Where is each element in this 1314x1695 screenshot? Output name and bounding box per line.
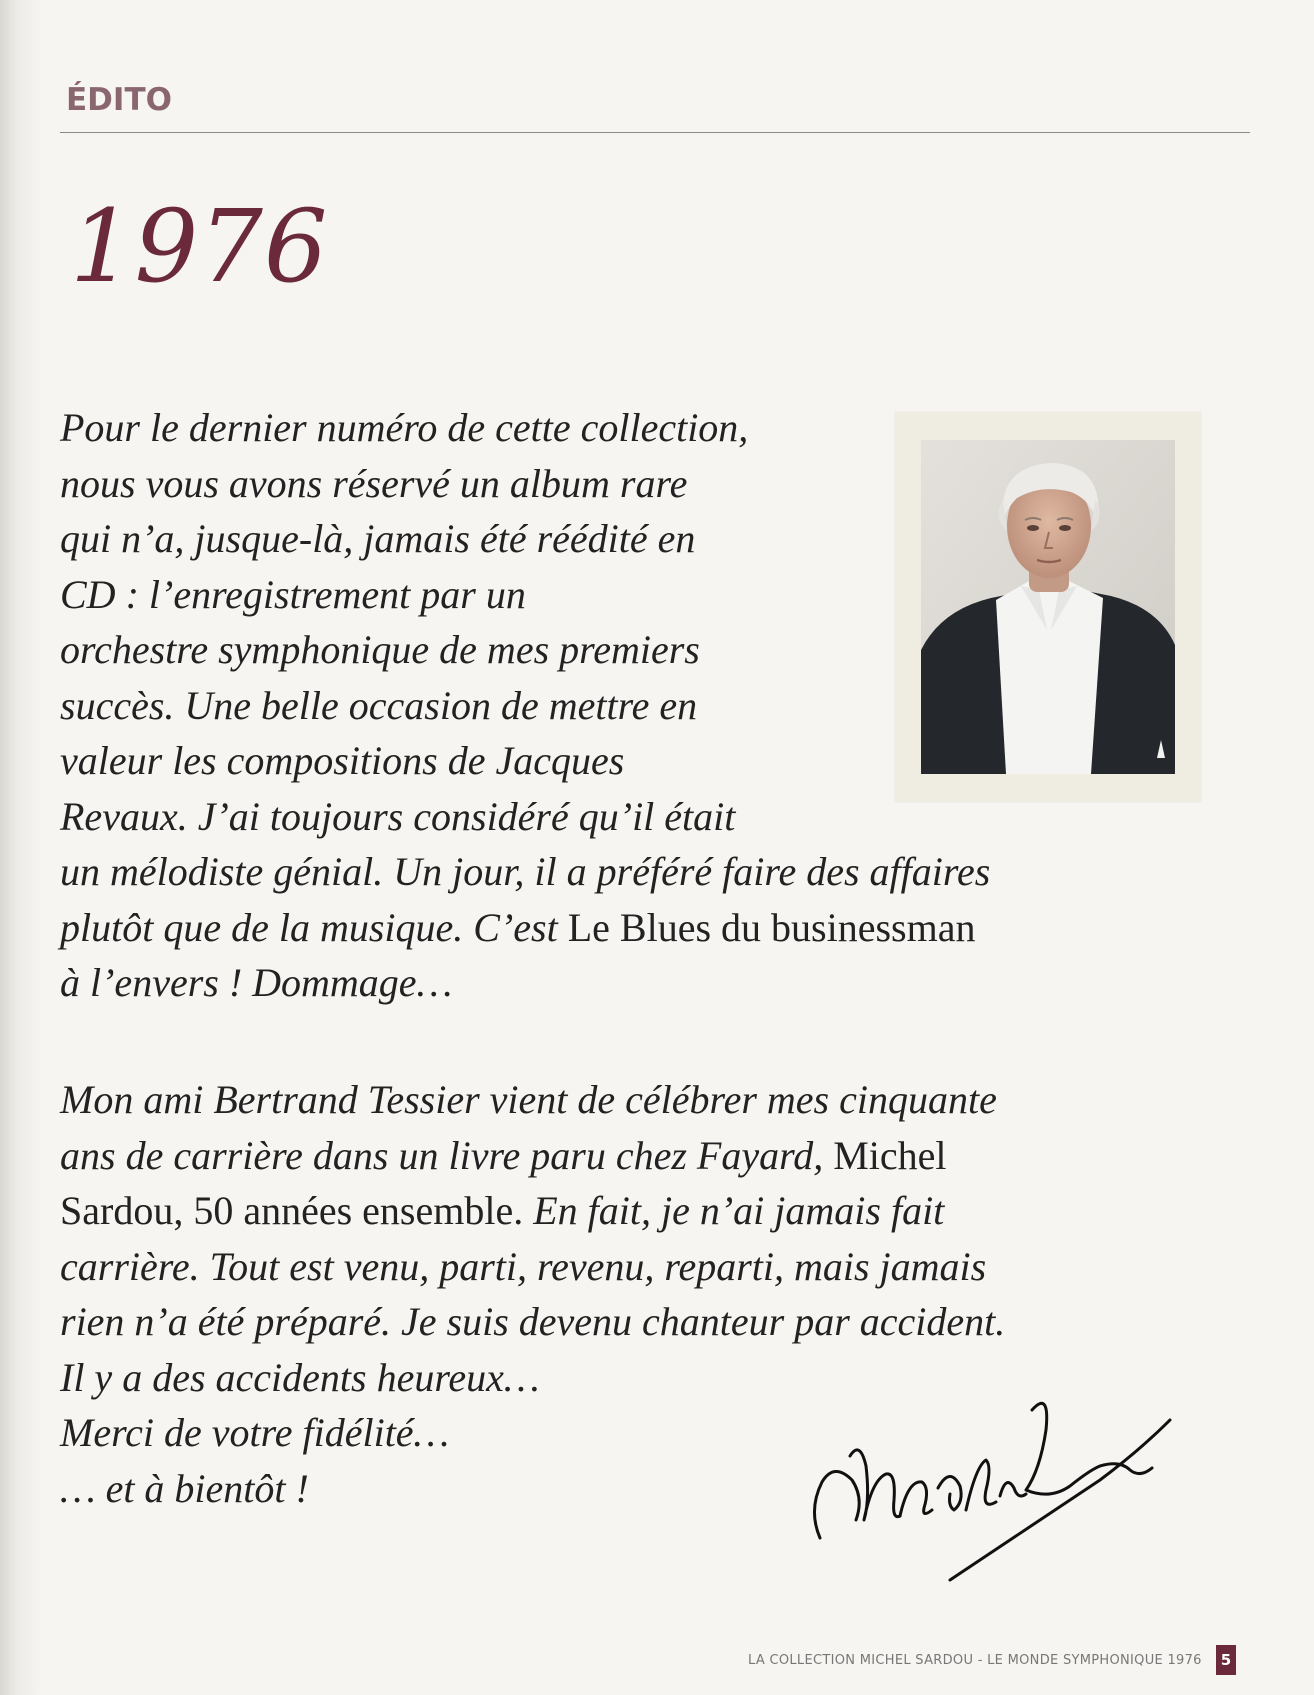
text-line: … et à bientôt !	[60, 1465, 309, 1511]
text-line: Merci de votre fidélité…	[60, 1410, 450, 1455]
song-title: Le Blues du businessman	[567, 904, 976, 950]
portrait-image	[921, 440, 1175, 774]
paragraph-1	[60, 400, 990, 1011]
text-line: à l’envers ! Dommage…	[60, 960, 453, 1005]
text-line: un mélodiste génial. Un jour, il a préféré faire des affaires	[60, 849, 991, 894]
text-segment: ans de carrière dans un livre paru chez Fayard,	[60, 1132, 834, 1178]
text-line	[60, 1183, 1005, 1239]
portrait-frame	[895, 412, 1201, 802]
text-line: nous vous avons réservé un album rare	[60, 460, 688, 506]
handwritten-signature	[800, 1370, 1200, 1590]
text-line: Pour le dernier numéro de cette collection,	[60, 405, 749, 450]
text-line	[60, 1128, 1005, 1184]
text-line: orchestre symphonique de mes premiers	[60, 627, 700, 672]
text-line: succès. Une belle occasion de mettre en	[60, 682, 698, 728]
header-rule	[60, 132, 1250, 133]
text-line: CD : l’enregistrement par un	[60, 571, 526, 617]
book-title-part-2: Sardou, 50 années ensemble.	[60, 1188, 524, 1233]
page-title: 1976	[70, 188, 329, 305]
text-line: Mon ami Bertrand Tessier vient de célébrer mes cinquante	[60, 1077, 997, 1122]
portrait-photo	[921, 440, 1175, 774]
section-label: ÉDITO	[66, 82, 172, 118]
text-line: qui n’a, jusque-là, jamais été réédité en	[60, 516, 696, 561]
text-segment: plutôt que de la musique. C’est	[60, 904, 568, 950]
text-line	[60, 900, 990, 956]
text-line: rien n’a été préparé. Je suis devenu chanteur par accident.	[60, 1299, 1006, 1344]
footer-collection-text: LA COLLECTION MICHEL SARDOU - LE MONDE SYMPHONIQUE 1976	[748, 1653, 1202, 1668]
text-line: carrière. Tout est venu, parti, revenu, reparti, mais jamais	[60, 1243, 987, 1289]
page-gutter-shadow	[0, 0, 42, 1695]
text-line: valeur les compositions de Jacques	[60, 738, 625, 783]
text-segment: En fait, je n’ai jamais fait	[523, 1188, 945, 1233]
text-line: Il y a des accidents heureux…	[60, 1354, 540, 1400]
text-line: Revaux. J’ai toujours considéré qu’il était	[60, 793, 736, 839]
book-title-part-1: Michel	[833, 1132, 947, 1178]
page-number: 5	[1216, 1645, 1236, 1675]
